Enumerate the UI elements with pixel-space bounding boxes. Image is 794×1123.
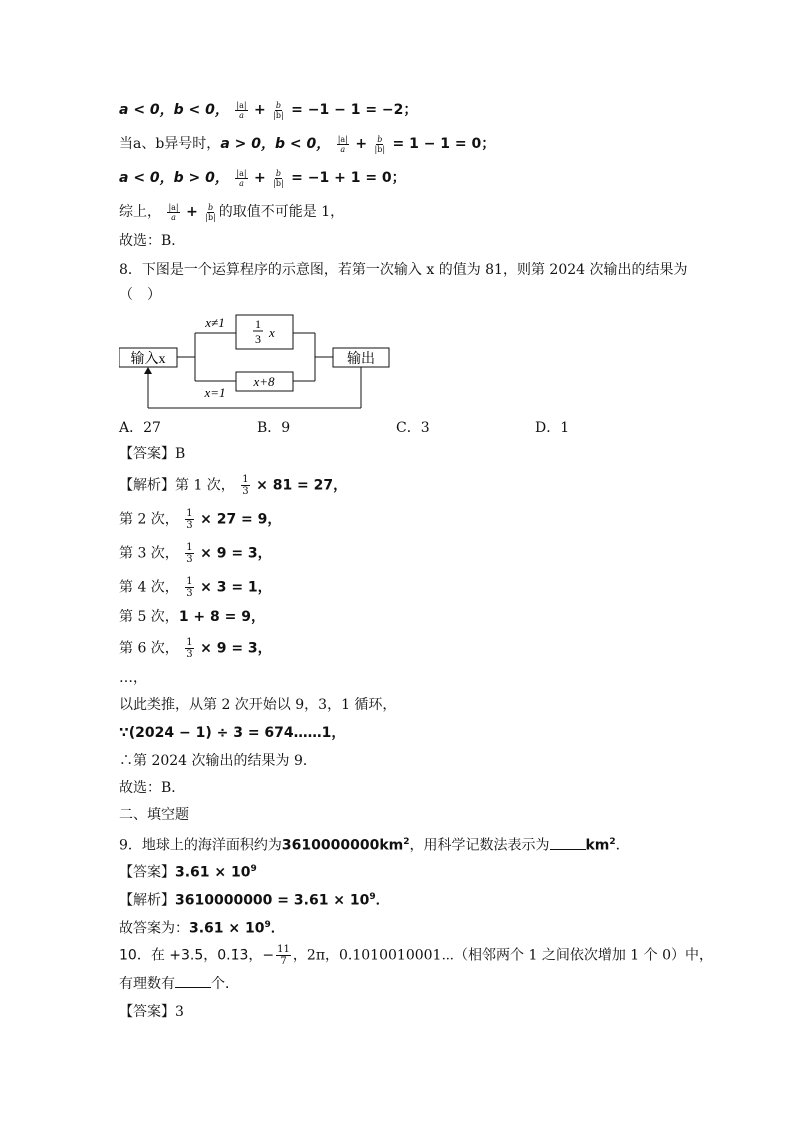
fraction-eleven-sevenths: $\frac{11}{7}$: [277, 944, 290, 967]
fraction-abs-a-over-a: $\frac{|a|}{a}$: [236, 168, 247, 188]
conclusion-prefix: 综上，: [119, 204, 161, 220]
step-label: 第 4 次，: [119, 579, 179, 596]
fraction-b-over-abs-b: $\frac{b}{|b|}$: [273, 100, 284, 120]
equation-result: = −1 + 1 = 0；: [291, 170, 406, 186]
q9-stem-prefix: 9．地球上的海洋面积约为: [119, 837, 282, 854]
fraction-one-third: $\frac{1}{3}$: [242, 474, 249, 497]
fraction-b-over-abs-b: $\frac{b}{|b|}$: [205, 202, 216, 222]
box-top-numerator: 1: [255, 317, 261, 331]
q10-line2-prefix: 有理数有: [119, 976, 175, 992]
answer-blank[interactable]: [550, 835, 586, 850]
q10-stem: [119, 944, 713, 967]
answer-value: 3.61 × 10: [175, 864, 251, 881]
step-expression: × 81 = 27，: [256, 477, 348, 494]
q9-unit: km: [585, 837, 610, 854]
fraction-b-over-abs-b: $\frac{b}{|b|}$: [374, 134, 386, 154]
option-c[interactable]: C．3: [396, 420, 430, 436]
condition-top: x≠1: [205, 315, 225, 330]
step-expression: × 27 = 9，: [200, 511, 282, 528]
q8-therefore: ∴第 2024 次输出的结果为 9．: [119, 753, 317, 769]
case-intro: 当a、b异号时，: [119, 136, 221, 152]
analysis-exponent: 9: [369, 892, 376, 902]
fraction-one-third: $\frac{1}{3}$: [186, 576, 193, 599]
final-value: 3.61 × 10: [189, 920, 265, 937]
q10-answer: 【答案】3: [119, 1004, 184, 1020]
box-top-variable: x: [269, 325, 275, 340]
case-a-negative-b-positive: [119, 167, 406, 189]
fraction-abs-a-over-a: $\frac{|a|}{a}$: [337, 134, 348, 154]
fraction-abs-a-over-a: $\frac{|a|}{a}$: [236, 100, 247, 120]
operation-box-top: [236, 315, 293, 349]
step-expression: × 9 = 3，: [200, 640, 272, 657]
condition-bottom: x=1: [204, 385, 226, 400]
choice-line: 故选：B．: [119, 233, 186, 249]
box-bottom-label: x+8: [253, 374, 275, 389]
q8-step-6: [119, 637, 272, 660]
fraction-abs-a-over-a: $\frac{|a|}{a}$: [168, 202, 179, 222]
q8-step-5: [119, 606, 265, 628]
q9-stem-middle: ，用科学记数法表示为: [409, 837, 550, 854]
analysis-end: ．: [375, 892, 390, 909]
q9-unit-exponent: 2: [609, 837, 616, 847]
answer-blank[interactable]: [175, 973, 211, 988]
q10-stem-prefix: 10．在 +3.5，0.1̇3̇，−: [119, 947, 275, 964]
plus-sign: +: [186, 204, 198, 220]
analysis-tag: 【解析】: [119, 477, 175, 494]
q8-step-2: [119, 508, 281, 531]
q10-line2: [119, 973, 239, 995]
answer-tag: 【答案】: [119, 864, 175, 881]
q9-final: [119, 914, 285, 940]
equation-result: = −1 − 1 = −2；: [291, 102, 418, 118]
fraction-b-over-abs-b: $\frac{b}{|b|}$: [273, 168, 284, 188]
q9-answer: [119, 858, 257, 884]
step-label: 第 2 次，: [119, 511, 179, 528]
plus-sign: +: [254, 102, 266, 118]
q8-ellipsis: …，: [119, 670, 147, 686]
answer-exponent: 9: [250, 864, 257, 874]
fraction-one-third: $\frac{1}{3}$: [186, 542, 193, 565]
q8-step-3: [119, 542, 272, 565]
q9-analysis: [119, 886, 390, 912]
conclusion-suffix: 的取值不可能是 1，: [218, 204, 345, 220]
plus-sign: +: [355, 136, 368, 152]
option-b[interactable]: B．9: [257, 420, 291, 436]
option-a[interactable]: A．27: [119, 420, 161, 436]
box-top-denominator: 3: [255, 332, 261, 346]
q8-paren: （ ）: [119, 287, 161, 303]
q8-step-4: [119, 576, 272, 599]
q10-line2-suffix: 个．: [211, 976, 239, 992]
q8-because: ∵(2024 − 1) ÷ 3 = 674……1，: [119, 725, 346, 741]
q9-area-exponent: 2: [403, 837, 410, 847]
input-label: 输入x: [130, 352, 166, 367]
fraction-one-third: $\frac{1}{3}$: [186, 508, 193, 531]
q8-cycle: 以此类推，从第 2 次开始以 9，3，1 循环，: [119, 697, 397, 713]
option-d[interactable]: D．1: [535, 420, 570, 436]
analysis-value: 3610000000 = 3.61 × 10: [175, 892, 370, 909]
step-label: 第 1 次，: [175, 477, 235, 494]
q9-area-value: 3610000000km: [281, 837, 404, 854]
step-expression: 1 + 8 = 9，: [178, 609, 265, 625]
condition-text: a < 0，b > 0，: [119, 170, 229, 186]
condition-text: a > 0，b < 0，: [220, 136, 331, 152]
q10-stem-suffix: ，2π，0.1010010001⋯（相邻两个 1 之间依次增加 1 个 0）中，: [292, 947, 714, 964]
q8-stem: 8．下图是一个运算程序的示意图，若第一次输入 x 的值为 81，则第 2024 次输出的结果为: [119, 262, 688, 278]
q9-stem-end: ．: [615, 837, 630, 854]
step-label: 第 3 次，: [119, 545, 179, 562]
step-expression: × 9 = 3，: [200, 545, 272, 562]
case-both-negative: [119, 99, 417, 121]
section-heading: 二、填空题: [119, 807, 189, 823]
plus-sign: +: [254, 170, 266, 186]
final-prefix: 故答案为：: [119, 920, 189, 937]
q8-answer: 【答案】B: [119, 446, 186, 462]
final-end: ．: [270, 920, 285, 937]
condition-text: a < 0，b < 0，: [119, 102, 229, 118]
arrowhead-icon: [144, 367, 152, 374]
equation-result: = 1 − 1 = 0；: [392, 136, 496, 152]
fraction-one-third: $\frac{1}{3}$: [186, 637, 193, 660]
case-different-signs: [119, 133, 495, 155]
output-label: 输出: [347, 352, 375, 367]
conclusion-line: [119, 201, 344, 223]
step-label: 第 5 次，: [119, 609, 179, 625]
flowchart-diagram: [119, 311, 394, 411]
q9-stem: [119, 831, 630, 857]
q8-step-1: [119, 474, 347, 497]
step-expression: × 3 = 1，: [200, 579, 272, 596]
analysis-tag: 【解析】: [119, 892, 175, 909]
q8-choose: 故选：B．: [119, 780, 186, 796]
step-label: 第 6 次，: [119, 640, 179, 657]
final-exponent: 9: [264, 920, 271, 930]
